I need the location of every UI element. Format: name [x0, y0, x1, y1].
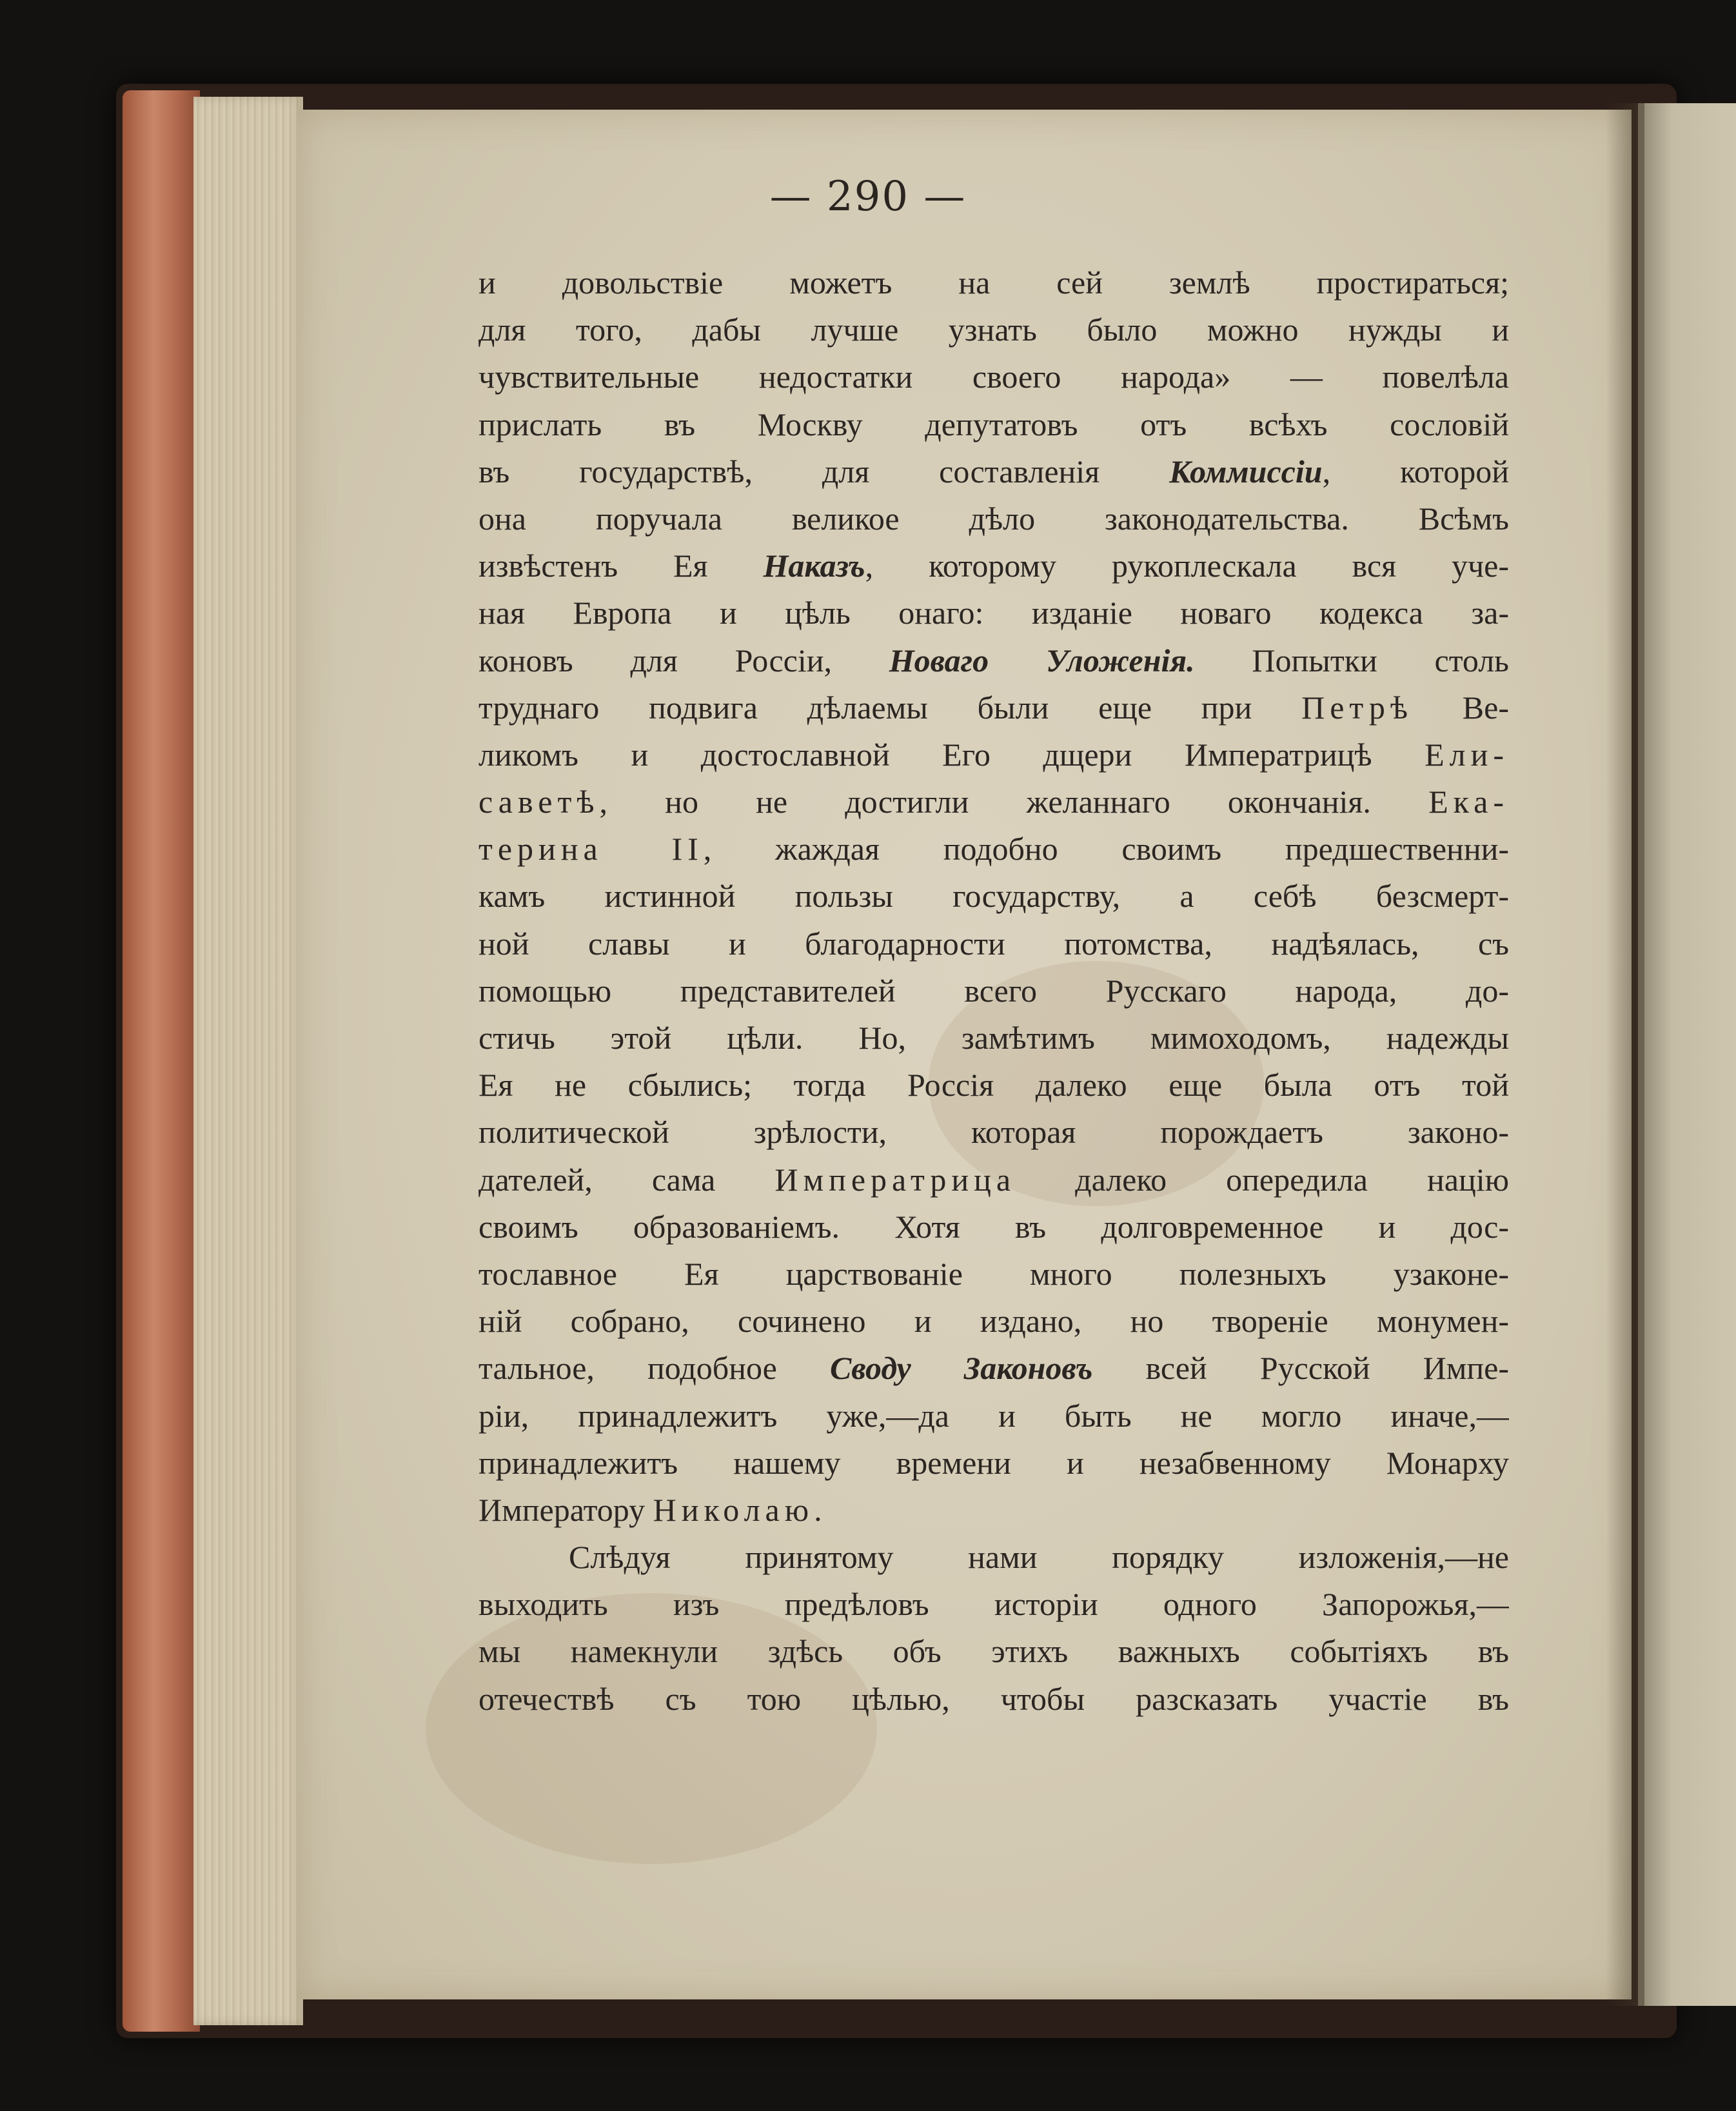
text-line	[478, 1251, 1509, 1298]
text-segment: и довольствіе можетъ на сей землѣ простираться;	[478, 264, 1509, 301]
text-line	[478, 1392, 1509, 1440]
text-segment: стичь этой цѣли. Но, замѣтимъ мимоходомъ, надежды	[478, 1020, 1509, 1056]
text-line	[478, 1156, 1509, 1204]
text-segment: Ея не сбылись; тогда Россія далеко еще была отъ той	[478, 1067, 1509, 1104]
text-line	[478, 826, 1509, 873]
text-segment: тославное Ея царствованіе много полезныхъ узаконе-	[478, 1255, 1509, 1292]
text-segment: ріи, принадлежитъ уже,—да и быть не могло иначе,—	[478, 1397, 1509, 1434]
text-segment: прислать въ Москву депутатовъ отъ всѣхъ сословій	[478, 406, 1509, 442]
emphasized-text: Наказъ	[763, 548, 865, 584]
page-gutter	[1606, 103, 1644, 2006]
text-line	[478, 306, 1509, 353]
text-line	[478, 684, 1509, 731]
text-segment: тальное, подобное	[478, 1350, 830, 1387]
text-segment: далеко опередила націю	[1016, 1161, 1509, 1198]
text-line	[478, 1628, 1509, 1675]
text-segment: политической зрѣлости, которая порождаетъ законо-	[478, 1114, 1509, 1151]
spaced-text: саветѣ	[478, 784, 600, 820]
text-segment: .	[814, 1491, 822, 1528]
text-line	[478, 778, 1509, 826]
text-segment: для того, дабы лучше узнать было можно нужды и	[478, 312, 1509, 348]
text-segment: труднаго подвига дѣлаемы были еще при	[478, 689, 1302, 726]
text-line	[478, 590, 1509, 637]
text-segment: своимъ образованіемъ. Хотя въ долговременное и дос-	[478, 1208, 1509, 1245]
text-line	[478, 1204, 1509, 1251]
text-line	[478, 1440, 1509, 1487]
text-segment: Ве-	[1413, 689, 1509, 726]
text-segment: ной славы и благодарности потомства, надѣялась, съ	[478, 925, 1509, 962]
spaced-text: терина II	[478, 831, 704, 867]
text-segment: дателей, сама	[478, 1161, 775, 1198]
text-segment: ній собрано, сочинено и издано, но твореніе монумен-	[478, 1303, 1509, 1340]
text-line	[478, 448, 1509, 495]
page-stack	[193, 97, 303, 2025]
text-line	[478, 401, 1509, 448]
text-segment: , жаждая подобно своимъ предшественни-	[703, 831, 1509, 867]
text-segment: отечествѣ съ тою цѣлью, чтобы разсказать участіе въ	[478, 1680, 1509, 1717]
facing-page	[1638, 103, 1736, 2006]
text-line	[478, 542, 1509, 590]
spaced-text: Петрѣ	[1301, 689, 1414, 726]
text-line	[478, 731, 1509, 778]
text-segment: мы намекнули здѣсь объ этихъ важныхъ событіяхъ въ	[478, 1633, 1509, 1670]
text-line	[478, 920, 1509, 967]
text-line	[478, 1109, 1509, 1156]
text-segment: чувствительные недостатки своего народа» — повелѣла	[478, 359, 1509, 395]
text-line	[478, 967, 1509, 1015]
page-number: — 290 —	[769, 173, 967, 221]
text-line	[478, 1298, 1509, 1345]
text-line	[478, 1345, 1509, 1392]
text-line	[478, 1534, 1509, 1581]
text-segment: въ государствѣ, для составленія	[478, 453, 1170, 490]
spaced-text: Ели-	[1425, 736, 1509, 773]
text-segment: она поручала великое дѣло законодательства. Всѣмъ	[478, 500, 1509, 537]
spaced-text: Императрица	[774, 1161, 1016, 1198]
text-line	[478, 353, 1509, 401]
text-segment: принадлежитъ нашему времени и незабвенному Монарху	[478, 1444, 1509, 1481]
spaced-text: Николаю	[653, 1491, 814, 1528]
emphasized-text: Коммиссіи	[1169, 453, 1323, 490]
text-segment: , которой	[1322, 453, 1509, 490]
text-line	[478, 1581, 1509, 1628]
text-line	[478, 873, 1509, 920]
text-segment: камъ истинной пользы государству, а себѣ безсмерт-	[478, 878, 1509, 915]
text-line	[478, 1015, 1509, 1062]
text-segment: , но не достигли желаннаго окончанія.	[599, 784, 1429, 820]
text-line	[478, 495, 1509, 542]
spaced-text: Ека-	[1428, 784, 1509, 820]
text-segment: Императору	[478, 1491, 653, 1528]
text-segment: ная Европа и цѣль онаго: изданіе новаго кодекса за-	[478, 595, 1509, 631]
text-line	[478, 1487, 1509, 1534]
text-segment: коновъ для Россіи,	[478, 642, 889, 679]
text-segment: извѣстенъ Ея	[478, 548, 764, 584]
emphasized-text: Своду Законовъ	[829, 1350, 1093, 1387]
text-segment: помощью представителей всего Русскаго народа, до-	[478, 972, 1509, 1009]
book-spine-edge	[123, 90, 200, 2032]
text-segment: Слѣдуя принятому нами порядку изложенія,—не	[569, 1539, 1509, 1576]
text-segment: , которому рукоплескала вся уче-	[865, 548, 1509, 584]
text-line	[478, 259, 1509, 306]
text-segment: ликомъ и достославной Его дщери Императрицѣ	[478, 736, 1425, 773]
text-segment: выходить изъ предѣловъ исторіи одного Запорожья,—	[478, 1586, 1509, 1623]
body-text	[478, 259, 1509, 1723]
emphasized-text: Новаго Уложенія.	[889, 642, 1195, 679]
text-line	[478, 1676, 1509, 1723]
text-segment: Попытки столь	[1194, 642, 1509, 679]
text-line	[478, 637, 1509, 684]
text-segment: всей Русской Импе-	[1092, 1350, 1509, 1387]
text-line	[478, 1062, 1509, 1109]
